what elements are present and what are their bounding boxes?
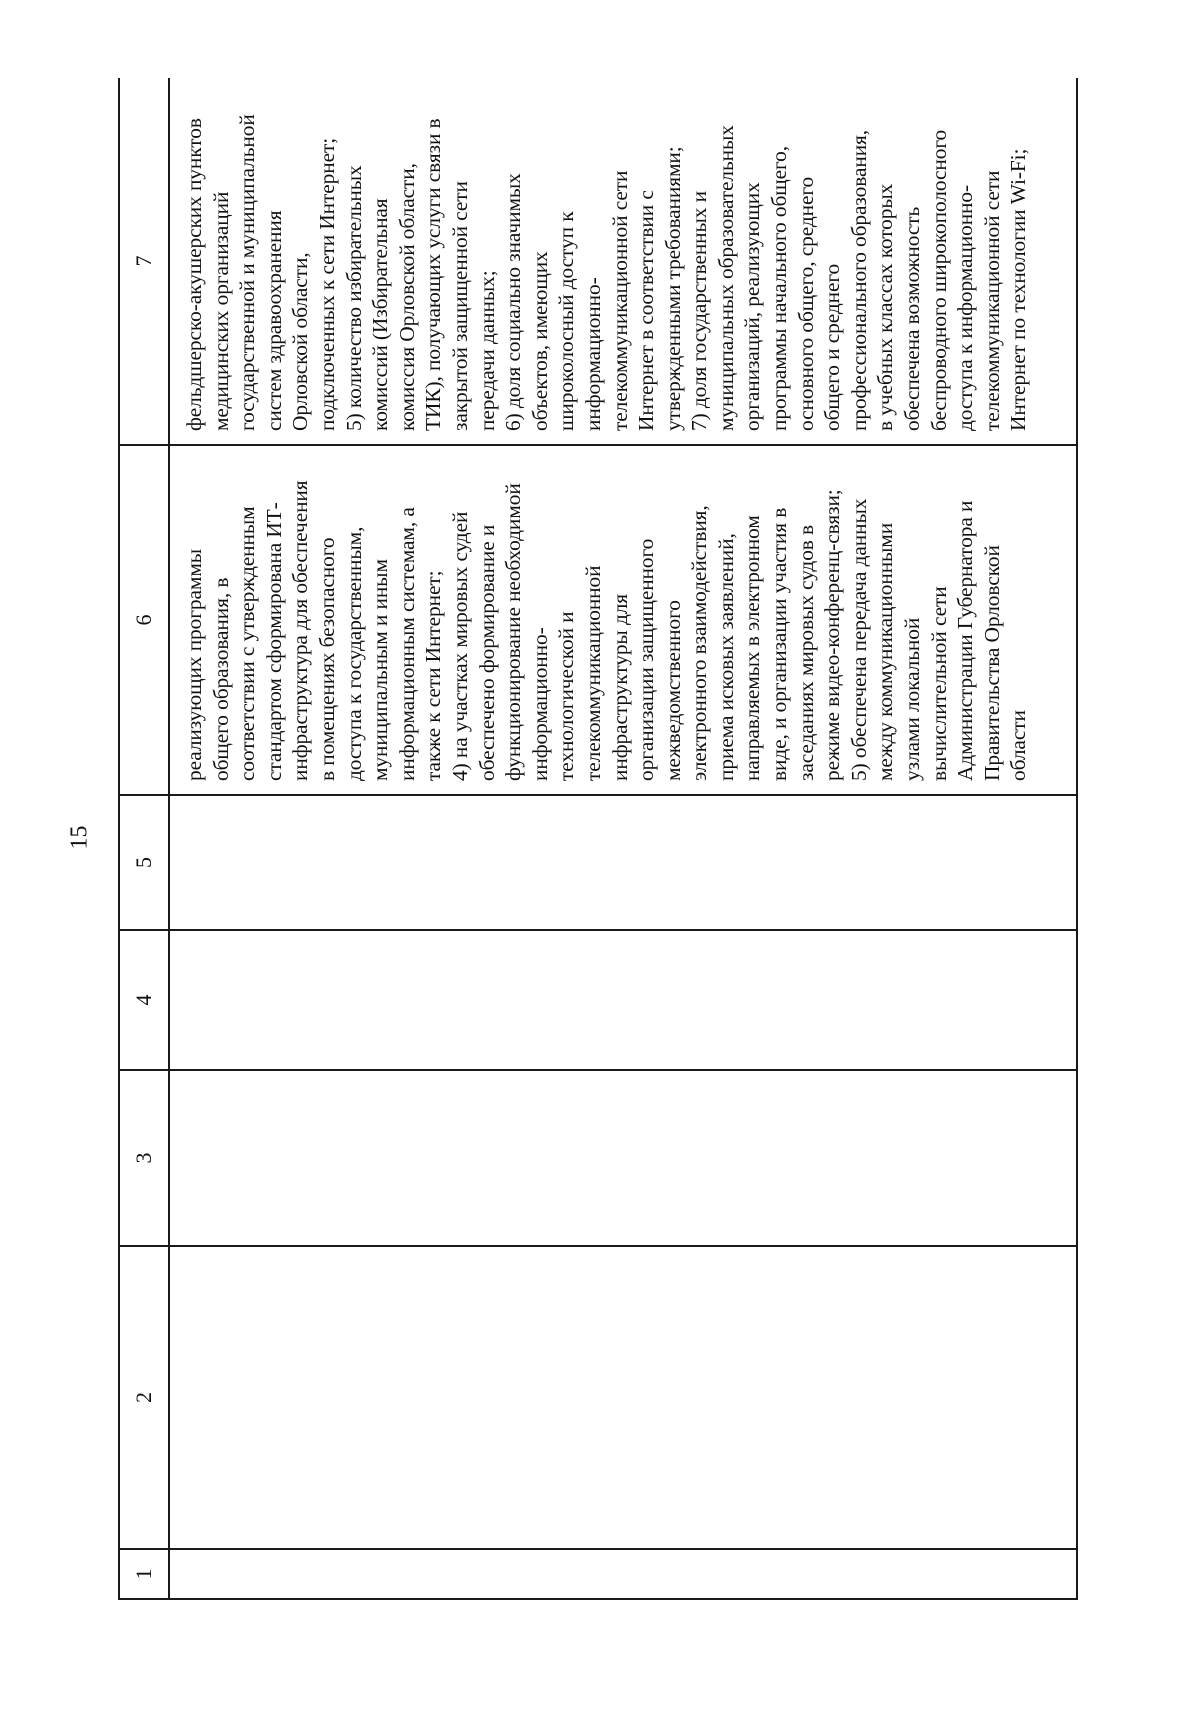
table-cell-col7	[169, 78, 1077, 445]
column-header-6: 6	[119, 445, 169, 795]
column-header-4: 4	[119, 930, 169, 1070]
cell-text-col5	[170, 796, 181, 929]
cell-text-col3	[170, 1071, 181, 1245]
table-cell-col2	[169, 1246, 1077, 1549]
rotated-table-container	[118, 78, 1078, 1600]
table-cell-col4	[169, 930, 1077, 1070]
page-number: 15	[66, 825, 93, 850]
header-row	[119, 78, 169, 1599]
column-header-3: 3	[119, 1070, 169, 1246]
column-header-1: 1	[119, 1549, 169, 1599]
cell-text-col4	[170, 931, 181, 1069]
data-table	[118, 78, 1078, 1600]
table-frame	[118, 78, 1078, 1600]
cell-text-col2	[170, 1247, 181, 1548]
column-header-2: 2	[119, 1246, 169, 1549]
table-row	[169, 78, 1077, 1599]
cell-text-col1	[170, 1550, 181, 1598]
table-cell-col5	[169, 795, 1077, 930]
table-cell-col3	[169, 1070, 1077, 1246]
cell-text-col7: фельдшерско-акушерских пунктов медицинских организаций государственной и муниципальной систем здравоохранения Орловской области, подключенных к сети Интернет; 5) количество избирательных комиссий (Избирательная комиссия Орловской области, ТИК), получающих услуги связи в закрытой защищенной сети передачи данных; 6) доля социально значимых объектов, имеющих широколосный доступ к информационно- телекоммуникационной сети Интернет в соответствии с утвержденными требованиями; 7) доля государственных и муниципальных образовательных организаций, реализующих программы начального общего, основного общего, среднего общего и среднего профессионального образования, в учебных классах которых обеспечена возможность беспроводного широкополосного доступа к информационно- телекоммуникационной сети Интернет по технологии Wi-Fi;	[182, 114, 1031, 431]
cell-text-col6: реализующих программы общего образования, в соответствии с утвержденным стандартом сформирована ИТ- инфраструктура для обеспечения в помещениях безопасного доступа к государственным, муниципальным и иным информационным системам, а также к сети Интернет; 4) на участках мировых судей обеспечено формирование и функционирование необходимой информационно- технологической и телекоммуникационной инфраструктуры для организации защищенного межведомственного электронного взаимодействия, приема исковых заявлений, направляемых в электронном виде, и организации участия в заседаниях мировых судов в режиме видео-конференц-связи; 5) обеспечена передача данных между коммуникационными узлами локальной вычислительной сети Администрации Губернатора и Правительства Орловской области	[182, 480, 1031, 781]
column-header-5: 5	[119, 795, 169, 930]
table-cell-col1	[169, 1549, 1077, 1599]
column-header-7: 7	[119, 78, 169, 445]
table-cell-col6	[169, 445, 1077, 795]
